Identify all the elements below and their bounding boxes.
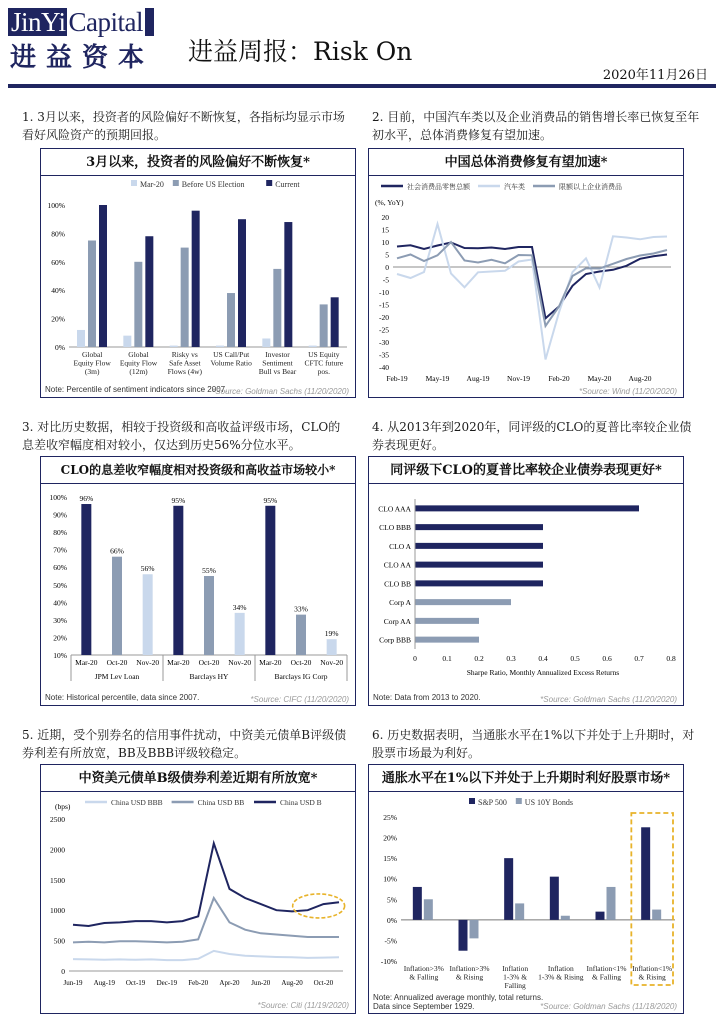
x-tick-label: May-19 bbox=[425, 374, 450, 383]
y-tick-label: 60% bbox=[53, 563, 67, 573]
legend-label: Current bbox=[275, 180, 300, 189]
data-label: 55% bbox=[202, 566, 216, 575]
chart-title: CLO的息差收窄幅度相对投资级和高收益市场较小* bbox=[41, 457, 355, 484]
bar bbox=[77, 330, 85, 347]
x-tick-label: Mar-20 bbox=[75, 658, 98, 667]
chart-card-consumption bbox=[368, 148, 684, 398]
y-tick-label: 25% bbox=[383, 813, 397, 822]
bar bbox=[596, 912, 605, 920]
chart-note: Note: Historical percentile, data since 2007. bbox=[45, 693, 200, 702]
report-title: 进益周报：Risk On bbox=[188, 37, 413, 66]
x-tick-label: Nov-19 bbox=[507, 374, 530, 383]
x-tick-label: Inflation>3% bbox=[449, 964, 490, 973]
y-tick-label: 1500 bbox=[50, 875, 65, 885]
y-tick-label: 2500 bbox=[50, 815, 65, 824]
x-tick-label: Safe Asset bbox=[169, 358, 201, 368]
bar bbox=[284, 222, 292, 347]
bar bbox=[561, 916, 570, 920]
data-label: 95% bbox=[171, 495, 186, 505]
x-tick-label: Inflation<1% bbox=[586, 964, 627, 973]
y-tick-label: 100% bbox=[47, 201, 65, 210]
x-tick-label: Sentiment bbox=[262, 358, 293, 368]
x-tick-label: Oct-20 bbox=[106, 658, 128, 667]
bar bbox=[415, 505, 639, 511]
legend-label: US 10Y Bonds bbox=[524, 798, 573, 807]
x-tick-label: Inflation bbox=[547, 964, 574, 973]
y-tick-label: 20% bbox=[383, 833, 397, 843]
bar bbox=[216, 346, 224, 347]
risk-appetite-chart bbox=[41, 177, 354, 385]
legend-swatch bbox=[131, 180, 137, 186]
header-rule bbox=[8, 84, 716, 88]
chart-card-sharpe bbox=[368, 456, 684, 706]
chart-card-risk-appetite bbox=[40, 148, 356, 398]
series-line bbox=[73, 951, 339, 960]
series-line bbox=[397, 242, 667, 326]
sharpe-chart bbox=[369, 485, 682, 693]
highlight-box bbox=[631, 813, 673, 985]
bar bbox=[309, 346, 317, 347]
bar bbox=[88, 241, 96, 348]
x-tick-label: 1-3% & bbox=[503, 972, 528, 982]
bar bbox=[415, 543, 543, 549]
section-5-text: 5. 近期，受个别券名的信用事件扰动，中资美元债单B评级债券利差有所放宽，BB及BBB评级较稳定。 bbox=[22, 728, 347, 760]
x-tick-label: Aug-20 bbox=[281, 979, 303, 987]
section-1-text: 1. 3月以来，投资者的风险偏好不断恢复，各指标均显示市场看好风险资产的预期回报。 bbox=[22, 110, 345, 142]
x-tick-label: Aug-19 bbox=[466, 374, 490, 383]
y-tick-label: -30 bbox=[379, 338, 389, 347]
bar bbox=[143, 574, 153, 655]
x-tick-label: 0.5 bbox=[570, 654, 580, 663]
y-tick-label: 90% bbox=[53, 510, 67, 520]
x-tick-label: pos. bbox=[317, 367, 330, 376]
y-tick-label: -5% bbox=[384, 936, 397, 946]
y-tick-label: -10 bbox=[379, 288, 389, 297]
series-line bbox=[397, 243, 667, 319]
bar bbox=[262, 338, 270, 347]
x-tick-label: Equity Flow bbox=[73, 358, 111, 368]
y-axis-label: (bps) bbox=[55, 802, 71, 811]
x-tick-label: Inflation>3% bbox=[403, 964, 444, 973]
bar bbox=[192, 211, 200, 347]
bar bbox=[415, 599, 511, 605]
logo-en bbox=[8, 8, 154, 36]
y-tick-label: 80% bbox=[53, 528, 67, 538]
x-tick-label: & Falling bbox=[409, 972, 439, 982]
y-tick-label: 10% bbox=[383, 874, 397, 884]
x-tick-label: 0.1 bbox=[442, 654, 452, 663]
x-tick-label: Bull vs Bear bbox=[258, 367, 297, 376]
x-tick-label: 0.8 bbox=[666, 654, 676, 663]
y-tick-label: 500 bbox=[53, 936, 65, 946]
bar bbox=[413, 887, 422, 920]
data-label: 33% bbox=[294, 604, 308, 614]
y-tick-label: -10% bbox=[380, 957, 397, 966]
bar bbox=[235, 613, 245, 655]
data-label: 96% bbox=[79, 494, 94, 504]
x-tick-label: Risky vs bbox=[171, 350, 198, 359]
bar bbox=[273, 269, 281, 347]
chart-card-inflation bbox=[368, 764, 684, 1014]
x-tick-label: Equity Flow bbox=[119, 358, 158, 368]
report-date: 2020年11月26日 bbox=[602, 68, 708, 83]
bar bbox=[652, 910, 661, 920]
group-label: Barclays HY bbox=[189, 672, 229, 681]
bar bbox=[424, 899, 433, 920]
y-tick-label: CLO AAA bbox=[378, 504, 411, 514]
x-tick-label: Dec-19 bbox=[156, 979, 178, 987]
y-tick-label: -20 bbox=[379, 313, 389, 322]
y-tick-label: -35 bbox=[379, 350, 389, 360]
y-tick-label: 40% bbox=[51, 286, 65, 296]
bar bbox=[238, 219, 246, 347]
x-tick-label: 0.6 bbox=[602, 654, 612, 663]
y-tick-label: 0% bbox=[387, 915, 397, 925]
y-tick-label: 0% bbox=[55, 343, 65, 352]
bar bbox=[415, 618, 479, 624]
chart-note-2: Data since September 1929. bbox=[373, 1002, 475, 1011]
data-label: 66% bbox=[110, 546, 124, 556]
x-tick-label: Oct-19 bbox=[125, 979, 146, 987]
legend-label: 限额以上企业消费品 bbox=[559, 183, 622, 191]
x-tick-label: May-20 bbox=[587, 374, 612, 383]
y-tick-label: 30% bbox=[53, 615, 67, 625]
legend-label: China USD B bbox=[280, 798, 322, 807]
bar bbox=[415, 580, 543, 586]
x-tick-label: Global bbox=[81, 350, 103, 359]
y-tick-label: -15 bbox=[379, 300, 389, 310]
x-tick-label: Feb-20 bbox=[548, 374, 570, 383]
clo-spread-chart bbox=[41, 485, 354, 693]
x-tick-label: Oct-20 bbox=[290, 658, 312, 667]
y-tick-label: CLO BB bbox=[384, 579, 411, 589]
legend-label: China USD BBB bbox=[111, 798, 163, 807]
inflation-chart bbox=[369, 793, 682, 993]
chart-source: *Source: Wind (11/20/2020) bbox=[578, 387, 677, 396]
x-tick-label: & Falling bbox=[592, 972, 621, 982]
section-2-text: 2. 目前，中国汽车类以及企业消费品的销售增长率已恢复至年初水平，总体消费修复有望加速。 bbox=[372, 110, 700, 142]
chart-card-usd-spread bbox=[40, 764, 356, 1014]
group-label: Barclays IG Corp bbox=[274, 672, 328, 681]
bar bbox=[415, 562, 543, 568]
chart-note: Note: Percentile of sentiment indicators since 2007. bbox=[45, 385, 228, 394]
chart-title: 中资美元债单B级债券利差近期有所放宽* bbox=[41, 765, 355, 792]
bar bbox=[515, 903, 524, 919]
bar bbox=[99, 205, 107, 347]
usd-spread-chart bbox=[41, 793, 354, 1001]
legend-swatch bbox=[266, 180, 272, 186]
x-tick-label: US Equity bbox=[308, 350, 340, 359]
y-tick-label: CLO BBB bbox=[379, 523, 411, 533]
bar bbox=[504, 858, 513, 920]
legend-swatch bbox=[173, 180, 179, 186]
bar bbox=[170, 346, 178, 347]
x-tick-label: (12m) bbox=[129, 367, 148, 376]
bar bbox=[134, 262, 142, 347]
y-tick-label: 20 bbox=[381, 213, 389, 222]
x-tick-label: Nov-20 bbox=[320, 658, 344, 667]
y-tick-label: -25 bbox=[379, 325, 389, 335]
x-tick-label: 0.4 bbox=[538, 654, 548, 663]
y-tick-label: 1000 bbox=[50, 906, 65, 916]
group-label: JPM Lev Loan bbox=[94, 672, 140, 681]
bar bbox=[550, 877, 559, 920]
y-tick-label: 15 bbox=[381, 225, 389, 235]
y-tick-label: Corp A bbox=[389, 598, 411, 608]
series-line bbox=[397, 224, 667, 360]
y-tick-label: CLO AA bbox=[383, 560, 411, 570]
y-tick-label: CLO A bbox=[389, 541, 411, 551]
data-label: 34% bbox=[232, 602, 247, 612]
bar bbox=[227, 293, 235, 347]
y-tick-label: 0 bbox=[385, 263, 389, 272]
data-label: 56% bbox=[140, 564, 155, 574]
x-tick-label: Oct-20 bbox=[313, 979, 334, 987]
chart-source: *Source: Citi (11/19/2020) bbox=[257, 1001, 349, 1010]
y-tick-label: -5 bbox=[382, 275, 389, 285]
chart-source: *Source: Goldman Sachs (11/18/2020) bbox=[540, 1002, 677, 1011]
bar bbox=[81, 504, 91, 655]
consumption-chart bbox=[369, 177, 682, 385]
logo-cn: 进益资本 bbox=[10, 43, 155, 73]
data-label: 19% bbox=[324, 629, 339, 639]
x-tick-label: (3m) bbox=[84, 367, 100, 376]
x-tick-label: 0.2 bbox=[474, 654, 484, 663]
bar bbox=[331, 297, 339, 347]
y-axis-label: (%, YoY) bbox=[375, 198, 404, 207]
bar bbox=[181, 248, 189, 347]
bar bbox=[459, 920, 468, 951]
x-tick-label: 0.7 bbox=[634, 654, 644, 663]
x-tick-label: Falling bbox=[504, 981, 526, 990]
x-tick-label: Feb-20 bbox=[188, 979, 209, 987]
x-tick-label: Mar-20 bbox=[259, 658, 282, 667]
x-tick-label: Oct-20 bbox=[198, 658, 220, 667]
bar bbox=[641, 827, 650, 920]
x-tick-label: Jun-20 bbox=[251, 979, 271, 987]
chart-title: 中国总体消费修复有望加速* bbox=[369, 149, 683, 176]
logo-en-b: Capital bbox=[68, 7, 144, 37]
x-tick-label: US Call/Put bbox=[213, 350, 250, 359]
x-tick-label: CFTC future bbox=[304, 358, 344, 368]
chart-title: 通胀水平在1%以下并处于上升期时利好股票市场* bbox=[369, 765, 683, 792]
x-tick-label: Flows (4w) bbox=[167, 367, 203, 376]
y-tick-label: 100% bbox=[49, 493, 67, 502]
chart-card-clo-spread bbox=[40, 456, 356, 706]
y-tick-label: 15% bbox=[383, 854, 397, 864]
bar bbox=[173, 506, 183, 655]
x-tick-label: Global bbox=[128, 350, 149, 359]
x-tick-label: Mar-20 bbox=[167, 658, 190, 667]
x-tick-label: & Rising bbox=[455, 972, 484, 982]
y-tick-label: 40% bbox=[53, 598, 67, 608]
x-tick-label: Inflation<1% bbox=[632, 964, 673, 973]
series-line bbox=[73, 898, 339, 942]
x-tick-label: & Rising bbox=[638, 972, 666, 982]
y-tick-label: 5 bbox=[385, 250, 389, 260]
legend-label: 社会消费品零售总额 bbox=[407, 183, 470, 191]
bar bbox=[415, 524, 543, 530]
x-tick-label: Aug-20 bbox=[628, 374, 652, 383]
x-tick-label: 0.3 bbox=[506, 654, 516, 663]
y-tick-label: 0 bbox=[61, 967, 65, 976]
chart-source: *Source: Goldman Sachs (11/20/2020) bbox=[212, 387, 349, 396]
y-tick-label: 10 bbox=[381, 238, 389, 247]
y-tick-label: 50% bbox=[53, 580, 67, 590]
x-tick-label: Nov-20 bbox=[228, 658, 252, 667]
x-tick-label: Inflation bbox=[502, 964, 529, 973]
y-tick-label: Corp BBB bbox=[379, 635, 411, 645]
legend-label: S&P 500 bbox=[478, 798, 507, 807]
section-6-text: 6. 历史数据表明，当通胀水平在1%以下并处于上升期时，对股票市场最为利好。 bbox=[372, 728, 695, 760]
y-tick-label: -40 bbox=[379, 363, 389, 372]
bar bbox=[112, 557, 122, 655]
chart-title: 3月以来，投资者的风险偏好不断恢复* bbox=[41, 149, 355, 176]
legend-label: Mar-20 bbox=[140, 180, 164, 189]
x-tick-label: 0 bbox=[413, 654, 417, 663]
section-3-text: 3. 对比历史数据，相较于投资级和高收益评级市场，CLO的息差收窄幅度相对较小，仅达到历史56%分位水平。 bbox=[22, 420, 341, 452]
legend-label: Before US Election bbox=[181, 180, 245, 189]
x-tick-label: Feb-19 bbox=[386, 374, 408, 383]
x-tick-label: Aug-19 bbox=[93, 979, 115, 987]
x-tick-label: Apr-20 bbox=[219, 979, 240, 987]
bar bbox=[265, 506, 275, 655]
y-tick-label: Corp AA bbox=[383, 616, 411, 626]
y-tick-label: 20% bbox=[51, 314, 65, 324]
bar bbox=[296, 615, 306, 655]
bar bbox=[145, 236, 153, 347]
bar bbox=[327, 639, 337, 655]
y-tick-label: 10% bbox=[53, 651, 67, 660]
data-label: 95% bbox=[263, 495, 278, 505]
bar bbox=[607, 887, 616, 920]
x-tick-label: Investor bbox=[265, 350, 290, 359]
y-tick-label: 2000 bbox=[50, 845, 65, 855]
x-tick-label: 1-3% & Rising bbox=[538, 972, 584, 982]
legend-swatch bbox=[469, 798, 475, 804]
bar bbox=[320, 304, 328, 347]
chart-note: Note: Annualized average monthly, total returns. bbox=[373, 993, 544, 1002]
legend-swatch bbox=[516, 798, 522, 804]
chart-title: 同评级下CLO的夏普比率较企业债券表现更好* bbox=[369, 457, 683, 484]
bar bbox=[470, 920, 479, 939]
y-tick-label: 5% bbox=[387, 895, 397, 905]
legend-label: 汽车类 bbox=[504, 183, 525, 191]
x-axis-label: Sharpe Ratio, Monthly Annualized Excess Returns bbox=[466, 668, 620, 677]
chart-note: Note: Data from 2013 to 2020. bbox=[373, 693, 481, 702]
chart-source: *Source: Goldman Sachs (11/20/2020) bbox=[540, 695, 677, 704]
y-tick-label: 70% bbox=[53, 545, 67, 555]
section-4-text: 4. 从2013年到2020年，同评级的CLO的夏普比率较企业债券表现更好。 bbox=[372, 420, 692, 452]
bar bbox=[123, 336, 131, 347]
logo-en-a: JinYi bbox=[11, 7, 66, 37]
x-tick-label: Jun-19 bbox=[63, 979, 83, 987]
bar bbox=[204, 576, 214, 655]
y-tick-label: 60% bbox=[51, 257, 65, 267]
x-tick-label: Nov-20 bbox=[136, 658, 160, 667]
chart-source: *Source: CIFC (11/20/2020) bbox=[250, 695, 349, 704]
y-tick-label: 80% bbox=[51, 229, 65, 239]
legend-label: China USD BB bbox=[197, 798, 245, 807]
x-tick-label: Volume Ratio bbox=[210, 358, 252, 368]
bar bbox=[415, 637, 479, 643]
y-tick-label: 20% bbox=[53, 633, 67, 643]
